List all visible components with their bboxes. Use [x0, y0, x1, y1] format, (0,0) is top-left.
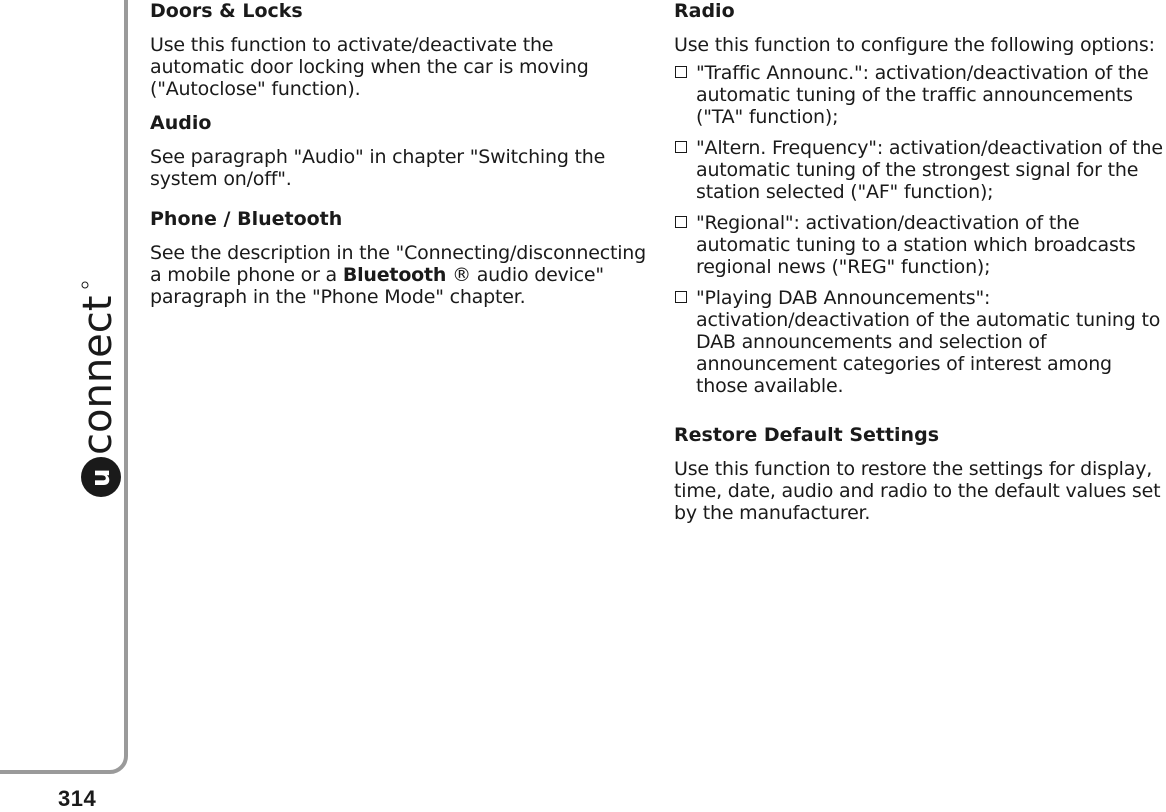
checkbox-bullet-icon	[675, 141, 687, 153]
phone-text-part: ® audio device" paragraph in the "Phone Mode" chapter.	[150, 264, 604, 308]
checkbox-bullet-icon	[675, 216, 687, 228]
radio-heading: Radio	[674, 0, 735, 22]
list-item	[674, 212, 1166, 278]
radio-options-list	[674, 62, 1166, 397]
svg-text:u: u	[86, 468, 116, 487]
svg-text:connect: connect	[75, 295, 121, 455]
list-item-text: "Regional": activation/deactivation of the automatic tuning to a station which broadcasts regional news ("REG" function);	[696, 212, 1136, 278]
list-item	[674, 137, 1166, 203]
list-item-text: "Altern. Frequency": activation/deactivation of the automatic tuning of the strongest signal for the station selected ("AF" function);	[696, 137, 1163, 203]
list-item-text: "Playing DAB Announcements": activation/deactivation of the automatic tuning to DAB announcements and selection of announcement categories of interest among those available.	[696, 287, 1161, 397]
doors-locks-text: Use this function to activate/deactivate the automatic door locking when the car is moving ("Autoclose" function).	[150, 34, 589, 100]
list-item	[674, 287, 1166, 397]
phone-bluetooth-text	[150, 242, 650, 308]
doors-locks-heading: Doors & Locks	[150, 0, 303, 22]
checkbox-bullet-icon	[675, 291, 687, 303]
uconnect-logo	[55, 280, 125, 500]
right-column	[674, 0, 1166, 524]
phone-text-part: See the description in the "Connecting/disconnecting a mobile phone or a	[150, 242, 647, 286]
phone-bluetooth-heading: Phone / Bluetooth	[150, 208, 343, 230]
bluetooth-bold: Bluetooth	[342, 264, 447, 286]
list-item-text: "Traffic Announc.": activation/deactivation of the automatic tuning of the traffic announcements ("TA" function);	[696, 62, 1149, 128]
restore-defaults-text: Use this function to restore the settings for display, time, date, audio and radio to the default values set by the manufacturer.	[674, 458, 1161, 524]
left-column	[150, 0, 650, 308]
list-item	[674, 62, 1166, 128]
page-number: 314	[58, 786, 97, 811]
checkbox-bullet-icon	[675, 66, 687, 78]
audio-heading: Audio	[150, 112, 212, 134]
restore-defaults-heading: Restore Default Settings	[674, 424, 939, 446]
audio-text: See paragraph "Audio" in chapter "Switching the system on/off".	[150, 146, 606, 190]
radio-intro: Use this function to configure the following options:	[674, 34, 1155, 56]
